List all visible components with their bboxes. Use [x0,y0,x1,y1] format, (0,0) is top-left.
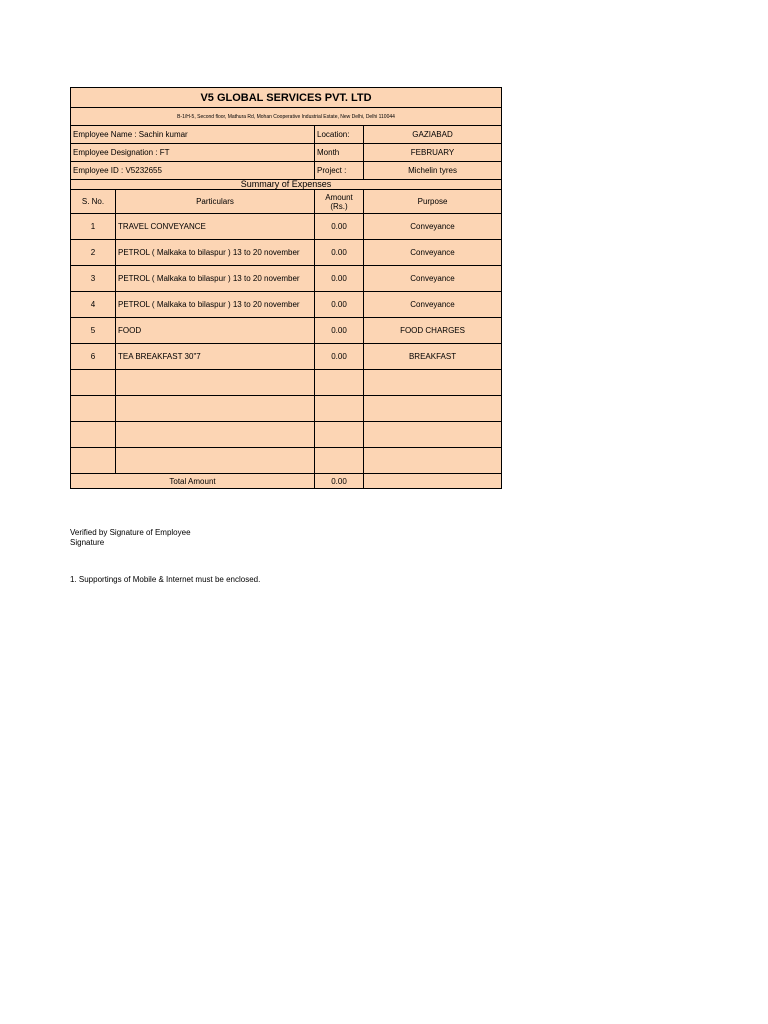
total-label: Total Amount [71,474,315,489]
row-amount [315,370,364,396]
row-purpose [364,448,502,474]
row-purpose: Conveyance [364,266,502,292]
row-particulars [116,370,315,396]
table-row [71,318,502,344]
table-row [71,370,502,396]
project-value: Michelin tyres [364,162,502,180]
row-purpose [364,422,502,448]
row-amount: 0.00 [315,344,364,370]
verification-block [70,528,191,548]
row-particulars: PETROL ( Malkaka to bilaspur ) 13 to 20 november [116,292,315,318]
expense-table [70,87,502,489]
row-amount [315,448,364,474]
table-row [71,240,502,266]
row-particulars [116,422,315,448]
row-sno: 6 [71,344,116,370]
month-value: FEBRUARY [364,144,502,162]
row-particulars: TEA BREAKFAST 30"7 [116,344,315,370]
row-particulars [116,448,315,474]
expense-sheet [70,87,501,489]
company-name: V5 GLOBAL SERVICES PVT. LTD [71,88,502,108]
row-purpose [364,370,502,396]
summary-title: Summary of Expenses [71,180,502,190]
table-row [71,422,502,448]
column-header-amount: Amount (Rs.) [315,190,364,214]
row-sno: 5 [71,318,116,344]
row-particulars: TRAVEL CONVEYANCE [116,214,315,240]
row-sno: 3 [71,266,116,292]
total-purpose-cell [364,474,502,489]
row-purpose [364,396,502,422]
row-purpose: BREAKFAST [364,344,502,370]
month-label: Month [315,144,364,162]
row-amount: 0.00 [315,292,364,318]
row-amount: 0.00 [315,266,364,292]
signature-text: Signature [70,538,105,547]
row-sno: 2 [71,240,116,266]
row-particulars: PETROL ( Malkaka to bilaspur ) 13 to 20 november [116,240,315,266]
column-header-particulars: Particulars [116,190,315,214]
row-sno: 1 [71,214,116,240]
row-sno [71,370,116,396]
total-value: 0.00 [315,474,364,489]
employee-name: Employee Name : Sachin kumar [71,126,315,144]
row-purpose: Conveyance [364,240,502,266]
row-particulars: PETROL ( Malkaka to bilaspur ) 13 to 20 november [116,266,315,292]
row-amount [315,396,364,422]
location-label: Location: [315,126,364,144]
row-sno [71,422,116,448]
row-sno [71,448,116,474]
employee-id: Employee ID : V5232655 [71,162,315,180]
row-particulars [116,396,315,422]
employee-designation: Employee Designation : FT [71,144,315,162]
table-row [71,266,502,292]
column-header-purpose: Purpose [364,190,502,214]
table-row [71,344,502,370]
table-row [71,448,502,474]
row-purpose: FOOD CHARGES [364,318,502,344]
project-label: Project : [315,162,364,180]
table-row [71,214,502,240]
row-sno [71,396,116,422]
company-address: B-1/H-5, Second floor, Mathura Rd, Mohan Cooperative Industrial Estate, New Delhi, Delhi 110044 [71,108,502,126]
row-amount: 0.00 [315,318,364,344]
supporting-note: 1. Supportings of Mobile & Internet must be enclosed. [70,575,261,584]
location-value: GAZIABAD [364,126,502,144]
row-amount: 0.00 [315,240,364,266]
row-particulars: FOOD [116,318,315,344]
row-purpose: Conveyance [364,214,502,240]
row-sno: 4 [71,292,116,318]
column-header-sno: S. No. [71,190,116,214]
table-row [71,396,502,422]
row-purpose: Conveyance [364,292,502,318]
row-amount [315,422,364,448]
row-amount: 0.00 [315,214,364,240]
verified-by-text: Verified by Signature of Employee [70,528,191,537]
table-row [71,292,502,318]
